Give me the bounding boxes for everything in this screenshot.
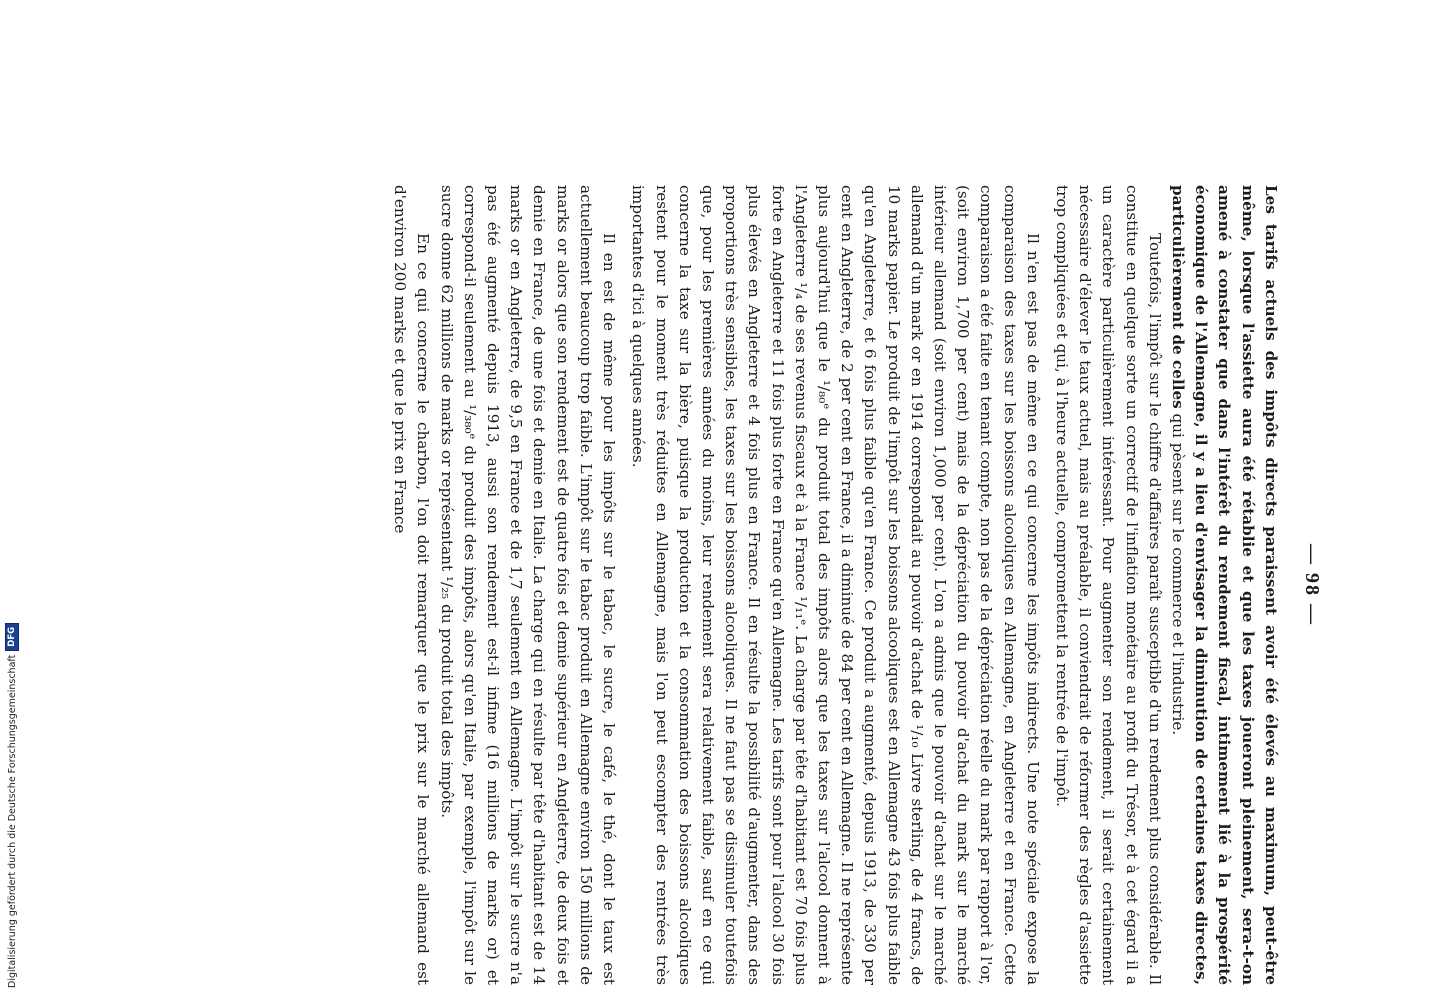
paragraph-1-rest: qui pèsent sur le commerce et l'industrie. [1168,408,1187,736]
digitization-notice [0,0,22,1000]
paragraph-1-bold-lead: Les tarifs actuels des impôts directs paraissent avoir été élevés au maximum, peut-être même, lorsque l'assiette aura été rétablie et que les taxes joueront pleinement, sera-t-on amené à constater que dans l'intérêt du rendement fiscal, intimement lié à la prospérité économique de l'Allemagne, il y a lieu d'envisager la diminution de certaines taxes directes, particulièrement de celles [1168,185,1280,985]
rotated-document-page [118,185,1323,985]
paragraph-2: Toutefois, l'impôt sur le chiffre d'affaires paraît susceptible d'un rendement plus considérable. Il constitue en quelque sorte un correctif de l'inflation monétaire au profit du Trésor, et à cet égard il a un caractère particulièrement intéressant. Pour augmenter son rendement, il serait certainement nécessaire d'élever le taux actuel, mais au préalable, il conviendrait de réformer des règles d'assiette trop compliquées et qui, à l'heure actuelle, compromettent la rentrée de l'impôt. [1052,185,1164,985]
paragraph-4: Il en est de même pour les impôts sur le tabac, le sucre, le café, le thé, dont le taux est actuellement beaucoup trop faible. L'impôt sur le tabac produit en Allemagne environ 150 millions de marks or alors que son rendement est de quatre fois et demie supérieur en Angleterre, de deux fois et demie en France, de une fois et demie en Italie. La charge qui en résulte par tête d'habitant est de 14 marks or en Angleterre, de 9,5 en France et de 1,7 seulement en Allemagne. L'impôt sur le sucre n'a pas été augmenté depuis 1913, aussi son rendement est-il infime (16 millions de marks or) et correspond-il seulement au ¹/₃₈₀ᵉ du produit des impôts, alors qu'en Italie, par exemple, l'impôt sur le sucre donne 62 millions de marks or représentant ¹/₂₅ du produit total des impôts. [437,185,619,985]
paragraph-1 [1166,185,1282,985]
paragraph-5: En ce qui concerne le charbon, l'on doit remarquer que le prix sur le marché allemand est d'environ 200 marks et que le prix en France [391,185,433,985]
dfg-logo-icon: DFG [5,623,19,651]
digitization-notice-text: Digitalisierung gefördert durch die Deutsche Forschungsgemeinschaft [6,654,18,988]
paragraph-3: Il n'en est pas de même en ce qui concerne les impôts indirects. Une note spéciale expose la comparaison des taxes sur les boissons alcooliques en Allemagne, en Angleterre et en France. Cette comparaison a été faite en tenant compte, non pas de la dépréciation réelle du mark par rapport à l'or, (soit environ 1,700 per cent) mais de la dépréciation du pouvoir d'achat du mark sur le marché intérieur allemand (soit environ 1,000 per cent). L'on a admis que le pouvoir d'achat sur le marché allemand d'un mark or en 1914 correspondait au pouvoir d'achat de ¹/₁₀ Livre sterling, de 4 francs, de 10 marks papier. Le produit de l'impôt sur les boissons alcooliques est en Allemagne 43 fois plus faible qu'en Angleterre, et 6 fois plus faible qu'en France. Ce produit a augmenté, depuis 1913, de 330 per cent en Angleterre, de 2 per cent en France, il a diminué de 84 per cent en Allemagne. Il ne représente plus aujourd'hui que le ¹/₈₀ᵉ du produit total des impôts alors que les taxes sur l'alcool donnent à l'Angleterre ¹/₄ de ses revenus fiscaux et à la France ¹/₁₁ᵉ. La charge par tête d'habitant est 70 fois plus forte en Angleterre et 11 fois plus forte en France qu'en Allemagne. Les tarifs sont pour l'alcool 30 fois plus élevés en Angleterre et 4 fois plus en France. Il en résulte la possibilité d'augmenter, dans des proportions très sensibles, les taxes sur les boissons alcooliques. Il ne faut pas se dissimuler toutefois que, pour les premières années du moins, leur rendement sera relativement faible, sauf en ce qui concerne la taxe sur la bière, puisque la production et la consommation des boissons alcooliques restent pour le moment très réduites en Allemagne, mais l'on peut escompter des rentrées très importantes d'ici à quelques années. [629,185,1042,985]
page-number: — 98 — [1301,544,1323,626]
